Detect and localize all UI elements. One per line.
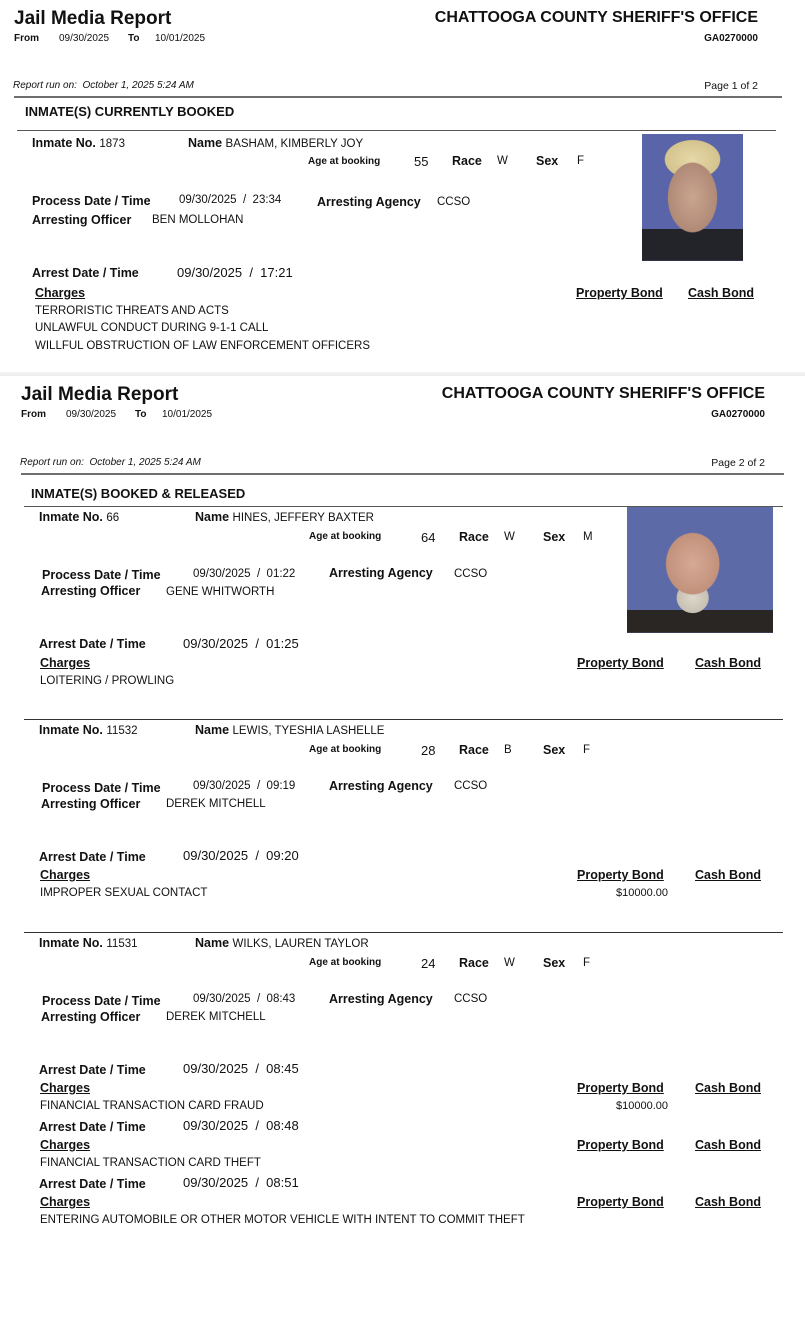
inmate-name: WILKS, LAUREN TAYLOR xyxy=(232,938,369,950)
sex-label: Sex xyxy=(536,154,559,168)
arresting-officer-value: DEREK MITCHELL xyxy=(166,798,266,810)
race-value: W xyxy=(497,155,508,167)
cash-bond-header: Cash Bond xyxy=(695,868,761,882)
arrest-date-label: Arrest Date / Time xyxy=(39,850,146,864)
age-value: 55 xyxy=(414,154,429,169)
arresting-agency-value: CCSO xyxy=(454,568,488,580)
charge-item: ENTERING AUTOMOBILE OR OTHER MOTOR VEHICLE WITH INTENT TO COMMIT THEFT xyxy=(40,1214,525,1226)
agency-code: GA0270000 xyxy=(711,409,765,420)
inmate-name: LEWIS, TYESHIA LASHELLE xyxy=(232,725,385,737)
process-date-value: 09/30/2025 / 23:34 xyxy=(179,194,282,206)
inmate-no-label: Inmate No. 11531 xyxy=(39,936,138,950)
report-title: Jail Media Report xyxy=(14,8,172,29)
charge-item: FINANCIAL TRANSACTION CARD THEFT xyxy=(40,1157,261,1169)
report-page-1 xyxy=(0,0,805,376)
charge-item: IMPROPER SEXUAL CONTACT xyxy=(40,887,208,899)
property-bond-value: $10000.00 xyxy=(616,1100,668,1112)
race-label: Race xyxy=(452,154,482,168)
inmate-photo xyxy=(642,134,743,261)
arrest-date-label: Arrest Date / Time xyxy=(39,1063,146,1077)
name-label: Name LEWIS, TYESHIA LASHELLE xyxy=(195,723,385,737)
charge-item: WILLFUL OBSTRUCTION OF LAW ENFORCEMENT OFFICERS xyxy=(35,340,371,352)
arrest-date-label: Arrest Date / Time xyxy=(39,1120,146,1134)
sex-value: F xyxy=(583,957,591,969)
arrest-date-value: 09/30/2025 / 01:25 xyxy=(183,636,299,651)
race-value: B xyxy=(504,744,512,756)
inmate-no-value: 66 xyxy=(106,512,120,524)
arresting-officer-value: BEN MOLLOHAN xyxy=(152,214,244,226)
process-date-value: 09/30/2025 / 09:19 xyxy=(193,780,296,792)
cash-bond-header: Cash Bond xyxy=(688,286,754,300)
header-divider xyxy=(14,96,782,98)
agency-name: CHATTOOGA COUNTY SHERIFF'S OFFICE xyxy=(434,9,758,26)
section-title: INMATE(S) CURRENTLY BOOKED xyxy=(25,104,235,119)
arrest-date-label: Arrest Date / Time xyxy=(39,637,146,651)
race-label: Race xyxy=(459,956,489,970)
arresting-agency-label: Arresting Agency xyxy=(317,195,421,209)
sex-value: F xyxy=(583,744,591,756)
arrest-date-value: 09/30/2025 / 08:45 xyxy=(183,1061,299,1076)
page-number: Page 1 of 2 xyxy=(704,80,758,92)
cash-bond-header: Cash Bond xyxy=(695,1081,761,1095)
arresting-agency-value: CCSO xyxy=(454,780,488,792)
charge-item: FINANCIAL TRANSACTION CARD FRAUD xyxy=(40,1100,264,1112)
arresting-agency-value: CCSO xyxy=(454,993,488,1005)
sex-value: F xyxy=(577,155,585,167)
sex-label: Sex xyxy=(543,743,566,757)
arresting-officer-label: Arresting Officer xyxy=(32,213,132,227)
property-bond-header: Property Bond xyxy=(577,1195,664,1209)
inmate-no-label: Inmate No. 66 xyxy=(39,510,120,524)
arresting-officer-label: Arresting Officer xyxy=(41,584,141,598)
arresting-agency-label: Arresting Agency xyxy=(329,566,433,580)
charge-item: LOITERING / PROWLING xyxy=(40,675,175,687)
section-divider xyxy=(17,130,776,131)
record-divider xyxy=(24,719,783,720)
record-divider xyxy=(24,932,783,933)
charges-header: Charges xyxy=(40,1138,91,1152)
from-label: From xyxy=(14,33,39,44)
process-date-label: Process Date / Time xyxy=(32,194,151,208)
name-label: Name WILKS, LAUREN TAYLOR xyxy=(195,936,369,950)
report-title: Jail Media Report xyxy=(21,384,179,405)
property-bond-header: Property Bond xyxy=(577,1138,664,1152)
header-divider xyxy=(21,473,784,475)
from-date: 09/30/2025 xyxy=(59,33,110,44)
race-label: Race xyxy=(459,743,489,757)
arrest-date-value: 09/30/2025 / 09:20 xyxy=(183,848,299,863)
age-value: 24 xyxy=(421,956,436,971)
inmate-photo xyxy=(627,507,773,633)
race-value: W xyxy=(504,531,515,543)
arresting-agency-value: CCSO xyxy=(437,196,471,208)
process-date-label: Process Date / Time xyxy=(42,781,161,795)
charges-header: Charges xyxy=(40,1195,91,1209)
arresting-officer-label: Arresting Officer xyxy=(41,1010,141,1024)
agency-code: GA0270000 xyxy=(704,33,758,44)
inmate-no-value: 11531 xyxy=(106,938,138,950)
inmate-name: HINES, JEFFERY BAXTER xyxy=(232,512,374,524)
report-run-on: Report run on: October 1, 2025 5:24 AM xyxy=(20,457,201,468)
inmate-name: BASHAM, KIMBERLY JOY xyxy=(225,138,364,150)
process-date-label: Process Date / Time xyxy=(42,994,161,1008)
cash-bond-header: Cash Bond xyxy=(695,1195,761,1209)
to-date: 10/01/2025 xyxy=(162,409,213,420)
page-number: Page 2 of 2 xyxy=(711,457,765,469)
to-date: 10/01/2025 xyxy=(155,33,206,44)
inmate-no-value: 1873 xyxy=(99,138,125,150)
sex-label: Sex xyxy=(543,956,566,970)
charge-item: TERRORISTIC THREATS AND ACTS xyxy=(35,305,229,317)
cash-bond-header: Cash Bond xyxy=(695,656,761,670)
process-date-value: 09/30/2025 / 08:43 xyxy=(193,993,296,1005)
to-label: To xyxy=(135,409,147,420)
inmate-no-label: Inmate No. 11532 xyxy=(39,723,138,737)
race-value: W xyxy=(504,957,515,969)
arresting-officer-label: Arresting Officer xyxy=(41,797,141,811)
age-label: Age at booking xyxy=(308,156,381,167)
report-run-on: Report run on: October 1, 2025 5:24 AM xyxy=(13,80,194,91)
property-bond-header: Property Bond xyxy=(577,868,664,882)
arresting-officer-value: GENE WHITWORTH xyxy=(166,586,275,598)
sex-value: M xyxy=(583,531,593,543)
property-bond-value: $10000.00 xyxy=(616,887,668,899)
cash-bond-header: Cash Bond xyxy=(695,1138,761,1152)
charges-header: Charges xyxy=(35,286,86,300)
from-label: From xyxy=(21,409,46,420)
age-label: Age at booking xyxy=(309,744,382,755)
property-bond-header: Property Bond xyxy=(577,1081,664,1095)
process-date-label: Process Date / Time xyxy=(42,568,161,582)
name-label: Name BASHAM, KIMBERLY JOY xyxy=(188,136,364,150)
arrest-date-value: 09/30/2025 / 08:51 xyxy=(183,1175,299,1190)
age-value: 64 xyxy=(421,530,436,545)
charges-header: Charges xyxy=(40,868,91,882)
inmate-no-label: Inmate No. 1873 xyxy=(32,136,125,150)
age-value: 28 xyxy=(421,743,436,758)
section-title: INMATE(S) BOOKED & RELEASED xyxy=(31,486,246,501)
arrest-date-label: Arrest Date / Time xyxy=(39,1177,146,1191)
arresting-agency-label: Arresting Agency xyxy=(329,779,433,793)
charges-header: Charges xyxy=(40,1081,91,1095)
arrest-date-value: 09/30/2025 / 17:21 xyxy=(177,265,293,280)
race-label: Race xyxy=(459,530,489,544)
agency-name: CHATTOOGA COUNTY SHERIFF'S OFFICE xyxy=(441,385,765,402)
name-label: Name HINES, JEFFERY BAXTER xyxy=(195,510,374,524)
arrest-date-label: Arrest Date / Time xyxy=(32,266,139,280)
report-page-2 xyxy=(0,376,805,1326)
arrest-date-value: 09/30/2025 / 08:48 xyxy=(183,1118,299,1133)
process-date-value: 09/30/2025 / 01:22 xyxy=(193,568,296,580)
from-date: 09/30/2025 xyxy=(66,409,117,420)
property-bond-header: Property Bond xyxy=(576,286,663,300)
sex-label: Sex xyxy=(543,530,566,544)
arresting-officer-value: DEREK MITCHELL xyxy=(166,1011,266,1023)
to-label: To xyxy=(128,33,140,44)
arresting-agency-label: Arresting Agency xyxy=(329,992,433,1006)
property-bond-header: Property Bond xyxy=(577,656,664,670)
charges-header: Charges xyxy=(40,656,91,670)
charge-item: UNLAWFUL CONDUCT DURING 9-1-1 CALL xyxy=(35,322,269,334)
age-label: Age at booking xyxy=(309,531,382,542)
inmate-no-value: 11532 xyxy=(106,725,138,737)
age-label: Age at booking xyxy=(309,957,382,968)
